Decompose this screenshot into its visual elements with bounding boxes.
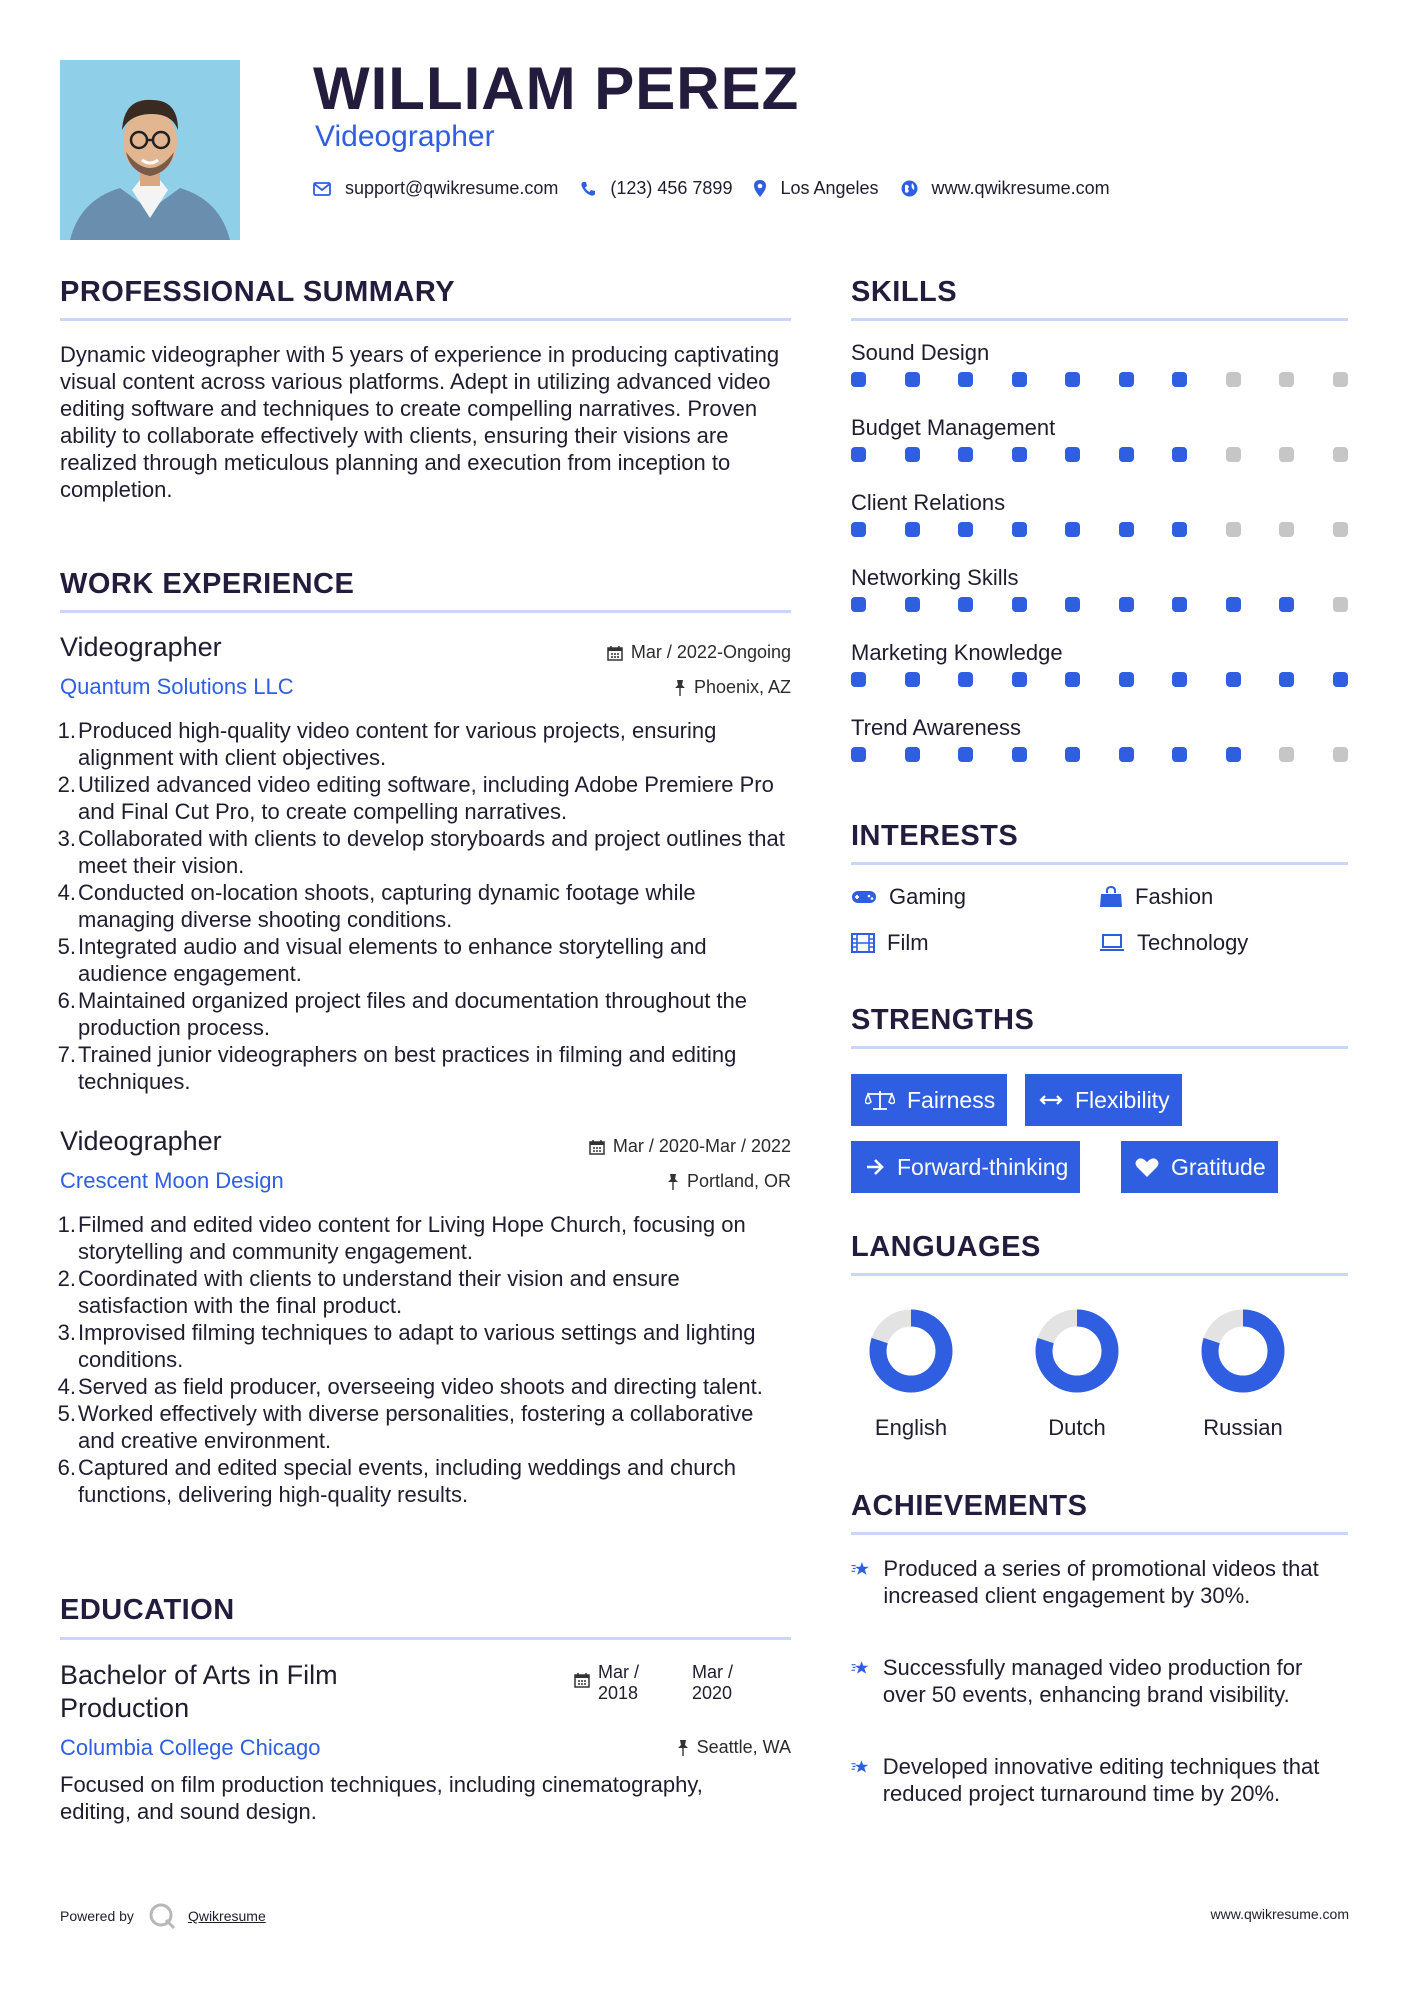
- list-item: 2. Coordinated with clients to understand their vision and ensure satisfaction with the final product.: [57, 1266, 680, 1318]
- skill-row: [851, 490, 1348, 565]
- contact-location: [754, 178, 878, 199]
- rating-dot-filled: [851, 672, 866, 687]
- education-description: Focused on film production techniques, including cinematography, editing, and sound design.: [60, 1772, 703, 1824]
- candidate-title: Videographer: [315, 120, 495, 153]
- heart-icon: [1135, 1157, 1159, 1178]
- summary-text: Dynamic videographer with 5 years of experience in producing captivating visual content across various platforms. Adept in utilizing advanced video editing software and techniques to create compelling narratives. Proven ability to collaborate effectively with clients, ensuring their visions are realized through meticulous planning and execution from inception to completion.: [60, 342, 780, 502]
- english-donut: [841, 1306, 981, 1396]
- language-russian: [1173, 1306, 1313, 1396]
- education-location-text: Seattle, WA: [696, 1737, 791, 1757]
- skill-row: [851, 640, 1348, 715]
- rating-dot-filled: [1065, 597, 1080, 612]
- strength-badge: Gratitude: [1121, 1141, 1278, 1193]
- interest-technology: Technology: [1099, 930, 1248, 956]
- skill-name: Networking Skills: [851, 565, 1019, 590]
- balance-scale-icon: [865, 1089, 895, 1111]
- interest-gaming: Gaming: [851, 884, 966, 910]
- achievement-text: Developed innovative editing techniques that reduced project turnaround time by 20%.: [882, 1754, 1320, 1806]
- job-location-text: Portland, OR: [686, 1171, 791, 1191]
- rating-dot-filled: [1012, 372, 1027, 387]
- rating-dot-empty: [1226, 447, 1241, 462]
- rating-dot-filled: [1012, 672, 1027, 687]
- contact-bar: [313, 178, 1132, 199]
- pushpin-icon: [677, 1739, 689, 1756]
- language-dutch: [1007, 1306, 1147, 1396]
- job-dates: [607, 642, 791, 663]
- rating-dot-filled: [1012, 747, 1027, 762]
- rating-dot-filled: [1172, 447, 1187, 462]
- rating-dot-filled: [905, 447, 920, 462]
- dutch-donut: [1007, 1306, 1147, 1396]
- interests-rule: [851, 862, 1348, 865]
- skill-name: Trend Awareness: [851, 715, 1021, 740]
- rating-dot-filled: [1119, 747, 1134, 762]
- skill-rating: [851, 447, 1348, 462]
- calendar-icon: [574, 1672, 590, 1688]
- skills-rule: [851, 318, 1348, 321]
- strength-badge: Fairness: [851, 1074, 1007, 1126]
- rating-dot-filled: [851, 447, 866, 462]
- rating-dot-filled: [958, 672, 973, 687]
- skills-heading: SKILLS: [851, 276, 958, 308]
- skill-name: Sound Design: [851, 340, 990, 365]
- job-dates: [589, 1136, 791, 1157]
- job-dates-text: Mar / 2020-Mar / 2022: [612, 1136, 791, 1156]
- job-title: Videographer: [60, 1126, 222, 1156]
- list-item: 7. Trained junior videographers on best practices in filming and editing techniques.: [57, 1042, 737, 1094]
- strengths-rule: [851, 1046, 1348, 1049]
- rating-dot-filled: [851, 597, 866, 612]
- skill-name: Marketing Knowledge: [851, 640, 1063, 665]
- degree-line: Bachelor of Arts in Film: [60, 1660, 338, 1690]
- languages-heading: LANGUAGES: [851, 1231, 1041, 1263]
- rating-dot-filled: [1065, 522, 1080, 537]
- job-company[interactable]: Crescent Moon Design: [60, 1168, 284, 1193]
- school-name[interactable]: Columbia College Chicago: [60, 1735, 321, 1760]
- rating-dot-filled: [958, 372, 973, 387]
- list-item: 6. Captured and edited special events, including weddings and church functions, delivering high-quality results.: [57, 1455, 736, 1507]
- rating-dot-filled: [1065, 747, 1080, 762]
- rating-dot-empty: [1279, 747, 1294, 762]
- calendar-icon: [607, 645, 623, 661]
- rating-dot-filled: [958, 522, 973, 537]
- shopping-bag-icon: [1099, 886, 1123, 908]
- degree-title: [60, 1659, 338, 1725]
- list-item: 5. Integrated audio and visual elements to enhance storytelling and audience engagement.: [57, 934, 707, 986]
- skill-name: Client Relations: [851, 490, 1006, 515]
- job-location: [674, 677, 791, 698]
- list-item: 1. Filmed and edited video content for Living Hope Church, focusing on storytelling and community engagement.: [57, 1212, 746, 1264]
- achievements-rule: [851, 1532, 1348, 1535]
- rating-dot-filled: [1226, 747, 1241, 762]
- phone-icon: [580, 181, 596, 197]
- rating-dot-filled: [1279, 672, 1294, 687]
- website-text: www.qwikresume.com: [931, 178, 1110, 198]
- rating-dot-empty: [1333, 747, 1348, 762]
- language-english: [841, 1306, 981, 1396]
- education-location: [677, 1737, 791, 1758]
- pushpin-icon: [674, 679, 686, 696]
- arrow-right-icon: [865, 1158, 885, 1176]
- rating-dot-filled: [905, 672, 920, 687]
- star-icon: [851, 1753, 869, 1781]
- list-item: 3. Collaborated with clients to develop storyboards and project outlines that meet their vision.: [57, 826, 785, 878]
- rating-dot-filled: [1172, 372, 1187, 387]
- rating-dot-filled: [1012, 447, 1027, 462]
- rating-dot-empty: [1333, 597, 1348, 612]
- rating-dot-filled: [1065, 447, 1080, 462]
- rating-dot-filled: [1119, 672, 1134, 687]
- skill-name: Budget Management: [851, 415, 1056, 440]
- rating-dot-filled: [1119, 447, 1134, 462]
- laptop-icon: [1099, 934, 1125, 952]
- list-item: 1. Produced high-quality video content for various projects, ensuring alignment with client objectives.: [57, 718, 717, 770]
- experience-heading: WORK EXPERIENCE: [60, 568, 355, 600]
- job-dates-text: Mar / 2022-Ongoing: [630, 642, 791, 662]
- education-start: Mar / 2018: [598, 1662, 640, 1703]
- rating-dot-filled: [905, 747, 920, 762]
- job-location-text: Phoenix, AZ: [693, 677, 791, 697]
- rating-dot-filled: [1119, 597, 1134, 612]
- education-end: Mar / 2020: [692, 1662, 734, 1703]
- job-title: Videographer: [60, 632, 222, 662]
- skill-row: [851, 340, 1348, 415]
- education-rule: [60, 1637, 791, 1640]
- rating-dot-empty: [1333, 522, 1348, 537]
- summary-rule: [60, 318, 791, 321]
- profile-photo: [60, 60, 240, 240]
- rating-dot-filled: [851, 522, 866, 537]
- rating-dot-filled: [1333, 672, 1348, 687]
- star-icon: [851, 1555, 869, 1583]
- rating-dot-filled: [958, 597, 973, 612]
- rating-dot-filled: [1012, 597, 1027, 612]
- education-heading: EDUCATION: [60, 1594, 235, 1626]
- job-bullets: [57, 717, 795, 1095]
- candidate-name: WILLIAM PEREZ: [313, 55, 800, 122]
- contact-website[interactable]: [901, 178, 1110, 199]
- pushpin-icon: [667, 1173, 679, 1190]
- list-item: 4. Conducted on-location shoots, capturing dynamic footage while managing diverse shooting conditions.: [57, 880, 696, 932]
- achievement-text: Successfully managed video production for over 50 events, enhancing brand visibility.: [882, 1655, 1303, 1707]
- language-label: Russian: [1203, 1415, 1283, 1440]
- languages-rule: [851, 1273, 1348, 1276]
- list-item: 2. Utilized advanced video editing software, including Adobe Premiere Pro and Final Cut Pro, to create compelling narratives.: [57, 772, 774, 824]
- star-icon: [851, 1654, 869, 1682]
- rating-dot-filled: [1172, 747, 1187, 762]
- job-company[interactable]: Quantum Solutions LLC: [60, 674, 294, 699]
- language-label: Dutch: [1048, 1415, 1106, 1440]
- envelope-icon: [313, 182, 331, 196]
- email-text: support@qwikresume.com: [345, 178, 559, 198]
- experience-rule: [60, 610, 791, 613]
- rating-dot-empty: [1333, 447, 1348, 462]
- rating-dot-filled: [1226, 672, 1241, 687]
- rating-dot-filled: [851, 747, 866, 762]
- rating-dot-empty: [1279, 522, 1294, 537]
- strength-badge: Flexibility: [1025, 1074, 1182, 1126]
- footer-website[interactable]: www.qwikresume.com: [1210, 1906, 1349, 1922]
- list-item: 3. Improvised filming techniques to adapt to various settings and lighting conditions.: [57, 1320, 756, 1372]
- contact-phone[interactable]: [580, 178, 732, 199]
- rating-dot-filled: [1172, 597, 1187, 612]
- map-marker-icon: [754, 180, 766, 197]
- gamepad-icon: [851, 889, 877, 905]
- rating-dot-filled: [1012, 522, 1027, 537]
- list-item: 4. Served as field producer, overseeing video shoots and directing talent.: [57, 1374, 763, 1399]
- achievement-item: [851, 1555, 1348, 1609]
- achievement-item: [851, 1753, 1348, 1807]
- arrows-horizontal-icon: [1039, 1094, 1063, 1106]
- degree-line: Production: [60, 1693, 190, 1723]
- globe-icon: [901, 180, 918, 197]
- rating-dot-filled: [958, 447, 973, 462]
- rating-dot-filled: [1119, 522, 1134, 537]
- location-text: Los Angeles: [780, 178, 879, 198]
- contact-email[interactable]: [313, 178, 558, 199]
- rating-dot-filled: [958, 747, 973, 762]
- rating-dot-filled: [1119, 372, 1134, 387]
- rating-dot-empty: [1226, 372, 1241, 387]
- interest-film: Film: [851, 930, 929, 956]
- education-dates: [574, 1662, 733, 1704]
- rating-dot-filled: [905, 522, 920, 537]
- rating-dot-filled: [905, 372, 920, 387]
- list-item: 5. Worked effectively with diverse personalities, fostering a collaborative and creative environment.: [57, 1401, 754, 1453]
- skill-rating: [851, 522, 1348, 537]
- rating-dot-filled: [905, 597, 920, 612]
- skill-row: [851, 415, 1348, 490]
- skills-list: [851, 340, 1348, 790]
- footer-brand-link[interactable]: Qwikresume: [187, 1908, 266, 1924]
- rating-dot-empty: [1226, 522, 1241, 537]
- rating-dot-filled: [1279, 597, 1294, 612]
- rating-dot-empty: [1279, 447, 1294, 462]
- rating-dot-filled: [1172, 522, 1187, 537]
- powered-by-text: Powered by: [60, 1908, 134, 1924]
- rating-dot-empty: [1333, 372, 1348, 387]
- achievement-item: [851, 1654, 1348, 1708]
- footer-powered-by: [60, 1902, 266, 1930]
- phone-text: (123) 456 7899: [610, 178, 733, 198]
- calendar-icon: [589, 1139, 605, 1155]
- job-bullets: [57, 1211, 795, 1508]
- rating-dot-filled: [1226, 597, 1241, 612]
- russian-donut: [1173, 1306, 1313, 1396]
- interest-fashion: Fashion: [1099, 884, 1213, 910]
- list-item: 6. Maintained organized project files and documentation throughout the production process.: [57, 988, 748, 1040]
- skill-rating: [851, 597, 1348, 612]
- skill-row: [851, 565, 1348, 640]
- skill-rating: [851, 672, 1348, 687]
- rating-dot-filled: [851, 372, 866, 387]
- achievements-heading: ACHIEVEMENTS: [851, 1490, 1088, 1522]
- achievement-text: Produced a series of promotional videos that increased client engagement by 30%.: [883, 1556, 1319, 1608]
- job-location: [667, 1171, 791, 1192]
- skill-row: [851, 715, 1348, 790]
- qwikresume-logo-icon: [148, 1902, 176, 1930]
- skill-rating: [851, 372, 1348, 387]
- rating-dot-filled: [1065, 672, 1080, 687]
- summary-heading: PROFESSIONAL SUMMARY: [60, 276, 456, 308]
- strength-badge: Forward-thinking: [851, 1141, 1080, 1193]
- language-label: English: [874, 1415, 948, 1440]
- interests-heading: INTERESTS: [851, 820, 1019, 852]
- strengths-heading: STRENGTHS: [851, 1004, 1035, 1036]
- skill-rating: [851, 747, 1348, 762]
- rating-dot-filled: [1065, 372, 1080, 387]
- rating-dot-filled: [1172, 672, 1187, 687]
- rating-dot-empty: [1279, 372, 1294, 387]
- film-icon: [851, 933, 875, 953]
